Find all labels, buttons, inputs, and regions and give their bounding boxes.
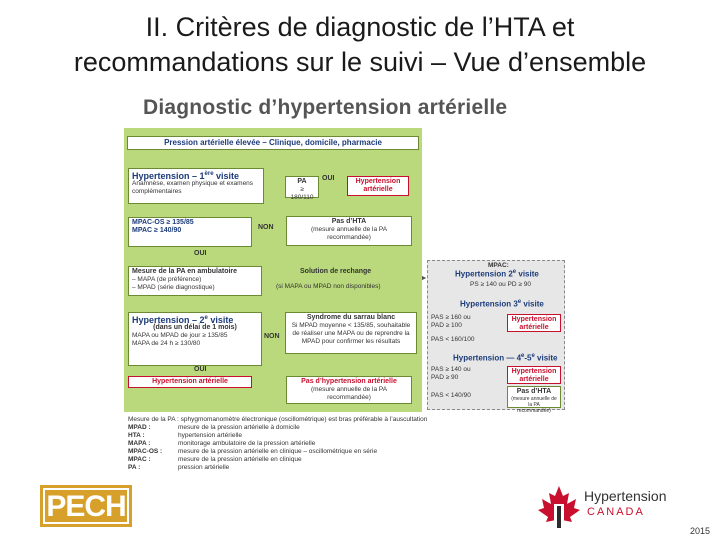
white-coat-box bbox=[285, 312, 417, 354]
mpac-v3-line2: PAD ≥ 100 bbox=[431, 322, 462, 329]
visit2-sub: (dans un délai de 1 mois) bbox=[153, 324, 237, 331]
hc-logo-name: Hypertension bbox=[584, 488, 667, 504]
visit1-text: Anamnèse, examen physique et examens complémentaires bbox=[132, 180, 254, 195]
alt-title: Solution de rechange bbox=[300, 268, 372, 275]
white-coat-title: Syndrome du sarrau blanc bbox=[306, 314, 396, 321]
maple-leaf-icon bbox=[536, 484, 582, 528]
mpac-v45-title: Hypertension — 4e-5e visite bbox=[453, 353, 558, 363]
mpac-no-hta-box bbox=[286, 216, 412, 246]
visit2-no: NON bbox=[264, 333, 280, 340]
abbr-row: PA : pression artérielle bbox=[128, 464, 230, 471]
ambulatory-line2: – MPAD (série diagnostique) bbox=[132, 284, 215, 291]
visit1-result: Hypertension artérielle bbox=[347, 176, 409, 196]
pech-logo bbox=[40, 485, 132, 527]
abbr-row: MPAC : mesure de la pression artérielle en clinique bbox=[128, 456, 302, 463]
diagram-title: Diagnostic d’hypertension artérielle bbox=[143, 96, 508, 119]
white-coat-text: Si MPAD moyenne < 135/85, souhaitable de réaliser une MAPA ou de reprendre la MPAD pour confirmer les résultats bbox=[291, 322, 411, 345]
visit1-yes: OUI bbox=[322, 175, 335, 182]
mpac-v45-no-box bbox=[507, 386, 561, 414]
ambulatory-title: Mesure de la PA en ambulatoire bbox=[132, 268, 238, 275]
ambulatory-box bbox=[128, 266, 262, 296]
mpac-no-hta-text: (mesure annuelle de la PA recommandée) bbox=[310, 226, 388, 241]
visit2-yes: OUI bbox=[194, 366, 207, 373]
abbr-intro: Mesure de la PA : sphygmomanomètre électronique (oscillométrique) est bras préférable à l’auscultation bbox=[128, 416, 428, 423]
abbr-row: MAPA : monitorage ambulatoire de la pression artérielle bbox=[128, 440, 316, 447]
mpac-line1: MPAC-OS ≥ 135/85 bbox=[132, 219, 194, 226]
slide-year: 2015 bbox=[690, 526, 711, 536]
top-box: Pression artérielle élevée – Clinique, domicile, pharmacie bbox=[127, 136, 419, 150]
mpac-v45-line1: PAS ≥ 140 ou bbox=[431, 366, 471, 373]
visit2-line1: MAPA ou MPAD de jour ≥ 135/85 bbox=[132, 332, 228, 339]
mpac-oui: OUI bbox=[194, 250, 207, 257]
mpac-v45-line2: PAD ≥ 90 bbox=[431, 374, 459, 381]
visit2-no-hta-text: (mesure annuelle de la PA recommandée) bbox=[310, 386, 388, 401]
abbr-row: MPAD : mesure de la pression artérielle à domicile bbox=[128, 424, 300, 431]
mpac-v3-line1: PAS ≥ 160 ou bbox=[431, 314, 471, 321]
abbr-row: MPAC-OS : mesure de la pression artérielle en clinique – oscillométrique en série bbox=[128, 448, 378, 455]
abbreviations bbox=[128, 416, 438, 472]
pa-label: PA bbox=[297, 178, 307, 185]
mpac-v2-criteria: PS ≥ 140 ou PD ≥ 90 bbox=[470, 281, 531, 288]
visit2-header: Hypertension – 2e visite bbox=[132, 315, 234, 325]
ambulatory-line1: – MAPA (de préférence) bbox=[132, 276, 202, 283]
mpac-v45-result: Hypertension artérielle bbox=[507, 366, 561, 384]
mpac-path-header: MPAC: bbox=[488, 262, 509, 269]
hc-logo-sub: CANADA bbox=[587, 506, 645, 518]
title-line-2: recommandations sur le suivi – Vue d’ensemble bbox=[73, 47, 647, 77]
mpac-v2-title: Hypertension 2e visite bbox=[455, 269, 539, 279]
mpac-line2: MPAC ≥ 140/90 bbox=[132, 227, 182, 234]
mpac-box bbox=[128, 217, 252, 247]
abbr-row: HTA : hypertension artérielle bbox=[128, 432, 242, 439]
mpac-no: NON bbox=[258, 224, 274, 231]
pech-logo-text: PECH bbox=[43, 488, 129, 524]
mpac-v3-result: Hypertension artérielle bbox=[507, 314, 561, 332]
visit2-line2: MAPA de 24 h ≥ 130/80 bbox=[132, 340, 201, 347]
pa-value: ≥ 180/110 bbox=[290, 186, 314, 201]
mpac-v45-line3: PAS < 140/90 bbox=[431, 392, 471, 399]
visit1-box bbox=[128, 168, 264, 204]
mpac-v3-line3: PAS < 160/100 bbox=[431, 336, 475, 343]
pa-box bbox=[285, 176, 319, 201]
title-line-1: II. Critères de diagnostic de l’HTA et bbox=[145, 12, 575, 42]
visit2-box bbox=[128, 312, 262, 366]
mpac-v3-title: Hypertension 3e visite bbox=[460, 299, 544, 309]
visit2-no-hta-title: Pas d’hypertension artérielle bbox=[301, 378, 397, 385]
visit1-header: Hypertension – 1ère visite bbox=[132, 171, 240, 181]
visit2-no-hta-box bbox=[286, 376, 412, 404]
alt-text: (si MAPA ou MPAD non disponibles) bbox=[276, 283, 381, 290]
mpac-v45-no-text: (mesure annuelle de la PA recommandée) bbox=[511, 396, 557, 414]
mpac-no-hta-title: Pas d’HTA bbox=[331, 218, 367, 225]
visit2-result: Hypertension artérielle bbox=[128, 376, 252, 388]
mpac-v45-no-title: Pas d’HTA bbox=[516, 388, 552, 395]
